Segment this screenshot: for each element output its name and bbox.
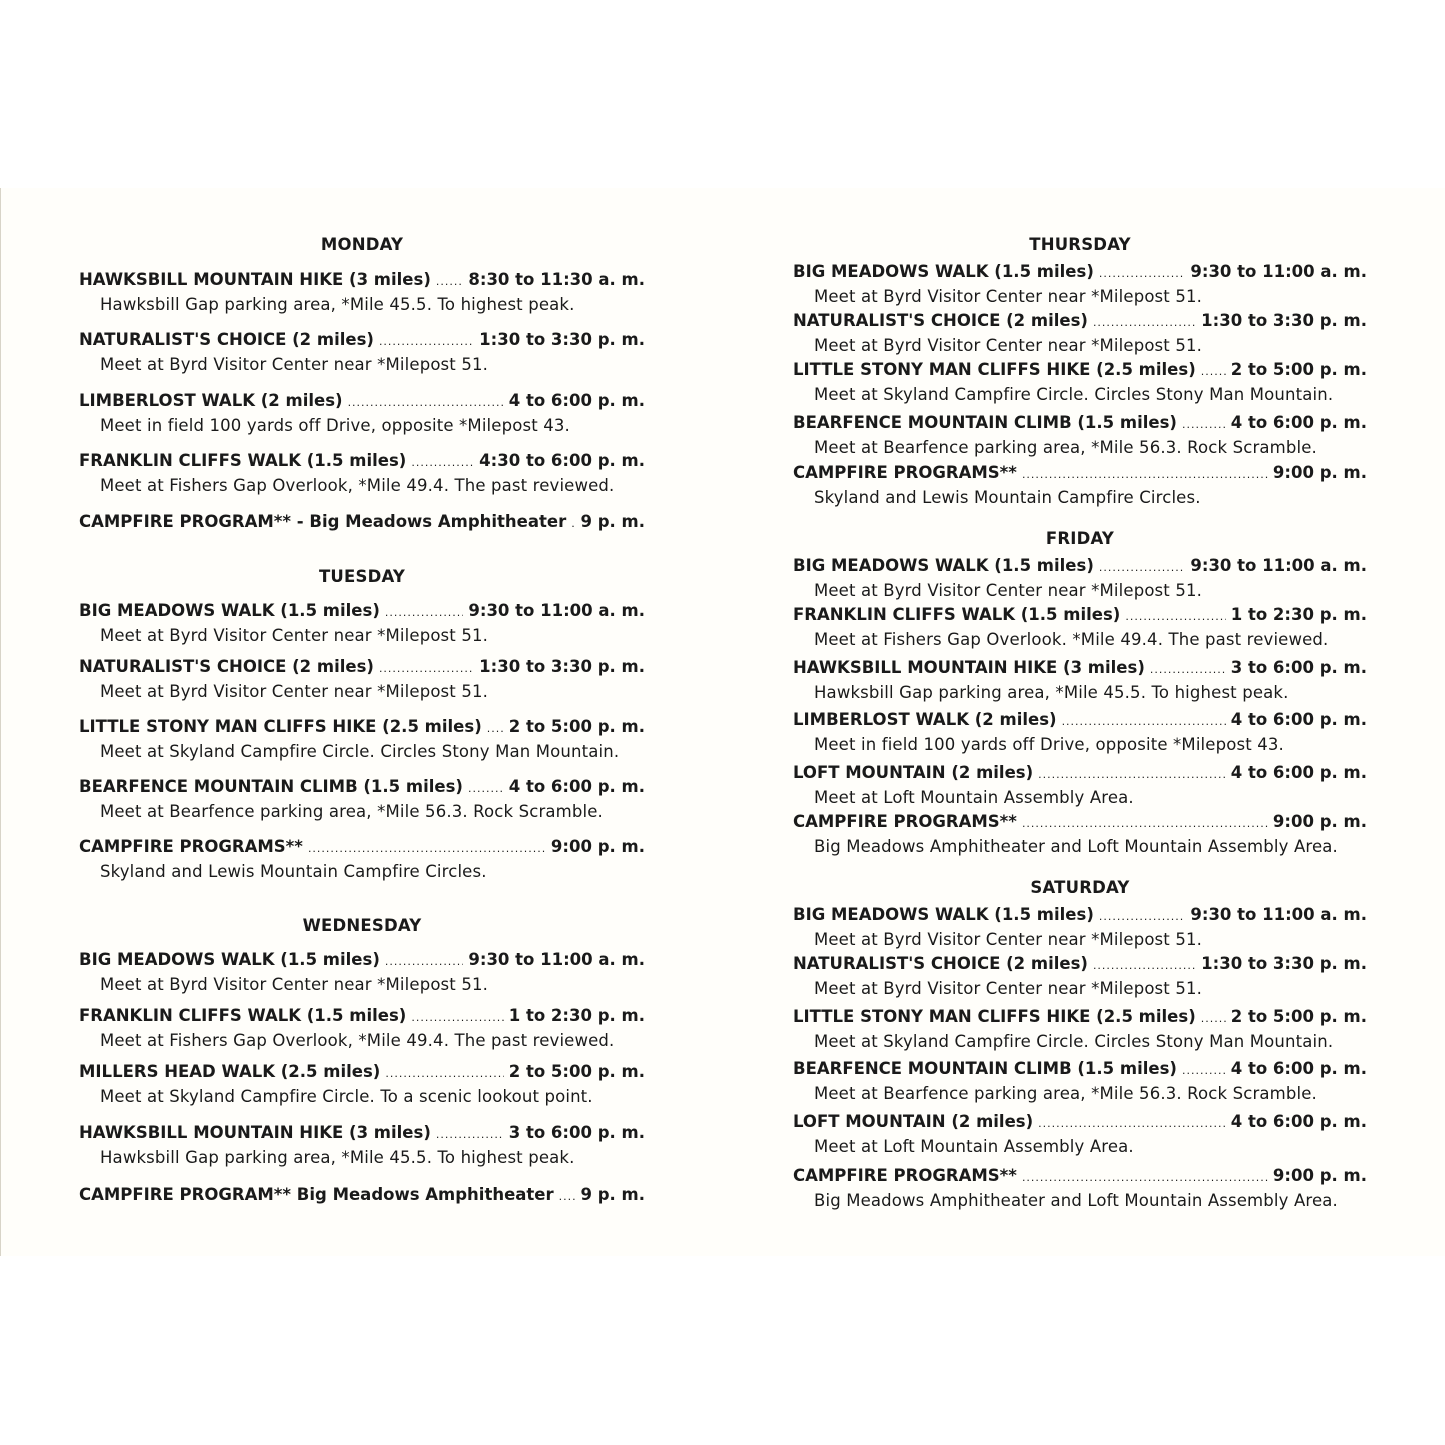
event-entry	[79, 600, 645, 647]
event-detail: Skyland and Lewis Mountain Campfire Circles.	[100, 862, 487, 881]
leader-dots	[1038, 764, 1226, 786]
leader-dots	[468, 778, 504, 800]
event-time: 9:30 to 11:00 a. m.	[1190, 905, 1367, 924]
leader-dots	[1099, 263, 1186, 285]
event-title: BEARFENCE MOUNTAIN CLIMB (1.5 miles)	[793, 1059, 1177, 1078]
event-title: CAMPFIRE PROGRAM** Big Meadows Amphitheater	[79, 1185, 554, 1204]
event-title: FRANKLIN CLIFFS WALK (1.5 miles)	[793, 605, 1121, 624]
event-detail: Meet at Byrd Visitor Center near *Milepost 51.	[814, 581, 1203, 600]
event-entry	[793, 811, 1367, 858]
event-detail: Meet at Byrd Visitor Center near *Milepost 51.	[100, 355, 489, 374]
day-heading-tuesday: TUESDAY	[318, 567, 406, 586]
event-time: 3 to 6:00 p. m.	[508, 1123, 645, 1142]
leader-dots	[379, 658, 474, 680]
event-detail: Meet at Skyland Campfire Circle. To a scenic lookout point.	[100, 1087, 593, 1106]
event-detail: Meet in field 100 yards off Drive, opposite *Milepost 43.	[100, 416, 570, 435]
event-title: MILLERS HEAD WALK (2.5 miles)	[79, 1062, 381, 1081]
event-time: 9:00 p. m.	[550, 837, 645, 856]
event-detail: Meet at Byrd Visitor Center near *Milepost 51.	[100, 682, 489, 701]
event-entry	[79, 656, 645, 703]
leader-dots	[436, 271, 464, 293]
event-entry	[793, 953, 1367, 1000]
day-heading-thursday: THURSDAY	[1029, 235, 1131, 254]
event-time: 9:30 to 11:00 a. m.	[468, 950, 645, 969]
event-time: 4 to 6:00 p. m.	[1230, 1059, 1367, 1078]
event-detail: Meet at Loft Mountain Assembly Area.	[814, 788, 1134, 807]
leader-dots	[436, 1124, 504, 1146]
leader-dots	[487, 718, 504, 740]
event-entry	[79, 450, 645, 497]
event-entry	[79, 329, 645, 376]
event-time: 9:30 to 11:00 a. m.	[468, 601, 645, 620]
event-title: BIG MEADOWS WALK (1.5 miles)	[793, 556, 1094, 575]
event-title: LIMBERLOST WALK (2 miles)	[79, 391, 343, 410]
event-title: CAMPFIRE PROGRAMS**	[793, 812, 1017, 831]
event-time: 4 to 6:00 p. m.	[508, 777, 645, 796]
event-time: 2 to 5:00 p. m.	[1230, 360, 1367, 379]
leader-dots	[1022, 464, 1268, 486]
leader-dots	[1099, 557, 1186, 579]
event-detail: Hawksbill Gap parking area, *Mile 45.5. To highest peak.	[814, 683, 1289, 702]
day-heading-monday: MONDAY	[320, 235, 404, 254]
event-time: 1:30 to 3:30 p. m.	[1201, 311, 1367, 330]
event-title: BEARFENCE MOUNTAIN CLIMB (1.5 miles)	[79, 777, 463, 796]
event-title: NATURALIST'S CHOICE (2 miles)	[793, 311, 1088, 330]
day-heading-wednesday: WEDNESDAY	[302, 916, 422, 935]
event-entry	[793, 555, 1367, 602]
event-time: 4 to 6:00 p. m.	[1230, 763, 1367, 782]
leader-dots	[559, 1186, 576, 1208]
leader-dots	[379, 331, 474, 353]
event-title: NATURALIST'S CHOICE (2 miles)	[79, 657, 374, 676]
event-time: 1:30 to 3:30 p. m.	[479, 330, 645, 349]
event-title: CAMPFIRE PROGRAMS**	[793, 1166, 1017, 1185]
event-title: NATURALIST'S CHOICE (2 miles)	[79, 330, 374, 349]
event-entry	[793, 462, 1367, 509]
event-title: LITTLE STONY MAN CLIFFS HIKE (2.5 miles)	[793, 1007, 1196, 1026]
event-title: NATURALIST'S CHOICE (2 miles)	[793, 954, 1088, 973]
event-detail: Meet at Skyland Campfire Circle. Circles Stony Man Mountain.	[814, 1032, 1334, 1051]
event-title: LITTLE STONY MAN CLIFFS HIKE (2.5 miles)	[79, 717, 482, 736]
event-title: BIG MEADOWS WALK (1.5 miles)	[793, 262, 1094, 281]
event-time: 2 to 5:00 p. m.	[508, 717, 645, 736]
leader-dots	[411, 452, 474, 474]
event-title: HAWKSBILL MOUNTAIN HIKE (3 miles)	[79, 1123, 431, 1142]
event-entry	[793, 657, 1367, 704]
event-time: 1:30 to 3:30 p. m.	[1201, 954, 1367, 973]
event-time: 1:30 to 3:30 p. m.	[479, 657, 645, 676]
event-detail: Meet at Byrd Visitor Center near *Milepost 51.	[814, 287, 1203, 306]
event-time: 9:30 to 11:00 a. m.	[1190, 556, 1367, 575]
event-detail: Meet at Skyland Campfire Circle. Circles Stony Man Mountain.	[100, 742, 620, 761]
event-detail: Big Meadows Amphitheater and Loft Mountain Assembly Area.	[814, 837, 1338, 856]
event-entry	[79, 1122, 645, 1169]
event-title: BIG MEADOWS WALK (1.5 miles)	[79, 950, 380, 969]
event-entry	[793, 310, 1367, 357]
event-time: 1 to 2:30 p. m.	[508, 1006, 645, 1025]
leader-dots	[411, 1007, 503, 1029]
event-entry	[79, 511, 645, 535]
event-entry	[793, 604, 1367, 651]
event-time: 9:00 p. m.	[1272, 1166, 1367, 1185]
event-entry	[793, 762, 1367, 809]
event-entry	[793, 709, 1367, 756]
event-time: 4 to 6:00 p. m.	[1230, 1112, 1367, 1131]
leader-dots	[385, 951, 464, 973]
event-detail: Meet at Byrd Visitor Center near *Milepost 51.	[814, 979, 1203, 998]
leader-dots	[1201, 1008, 1226, 1030]
event-entry	[793, 904, 1367, 951]
event-title: CAMPFIRE PROGRAMS**	[793, 463, 1017, 482]
event-time: 4 to 6:00 p. m.	[508, 391, 645, 410]
leader-dots	[1125, 606, 1225, 628]
event-entry	[79, 776, 645, 823]
event-detail: Meet at Bearfence parking area, *Mile 56.3. Rock Scramble.	[100, 802, 603, 821]
leader-dots	[308, 838, 546, 860]
leader-dots	[1093, 955, 1196, 977]
event-detail: Meet at Bearfence parking area, *Mile 56.3. Rock Scramble.	[814, 1084, 1317, 1103]
event-title: LOFT MOUNTAIN (2 miles)	[793, 763, 1034, 782]
leader-dots	[1022, 813, 1268, 835]
event-title: FRANKLIN CLIFFS WALK (1.5 miles)	[79, 1006, 407, 1025]
event-title: HAWKSBILL MOUNTAIN HIKE (3 miles)	[79, 270, 431, 289]
event-entry	[79, 716, 645, 763]
leader-dots	[385, 1063, 503, 1085]
event-title: CAMPFIRE PROGRAMS**	[79, 837, 303, 856]
event-entry	[79, 1184, 645, 1208]
event-time: 1 to 2:30 p. m.	[1230, 605, 1367, 624]
event-detail: Meet at Fishers Gap Overlook, *Mile 49.4. The past reviewed.	[100, 1031, 615, 1050]
event-entry	[79, 269, 645, 316]
event-title: FRANKLIN CLIFFS WALK (1.5 miles)	[79, 451, 407, 470]
event-detail: Meet at Bearfence parking area, *Mile 56.3. Rock Scramble.	[814, 438, 1317, 457]
leader-dots	[385, 602, 464, 624]
event-entry	[793, 1058, 1367, 1105]
event-entry	[793, 1006, 1367, 1053]
event-time: 8:30 to 11:30 a. m.	[468, 270, 645, 289]
event-entry	[79, 836, 645, 883]
event-detail: Meet at Fishers Gap Overlook. *Mile 49.4. The past reviewed.	[814, 630, 1329, 649]
event-detail: Meet at Byrd Visitor Center near *Milepost 51.	[814, 930, 1203, 949]
event-entry	[793, 1111, 1367, 1158]
event-entry	[79, 390, 645, 437]
event-title: LOFT MOUNTAIN (2 miles)	[793, 1112, 1034, 1131]
event-detail: Meet at Fishers Gap Overlook, *Mile 49.4. The past reviewed.	[100, 476, 615, 495]
event-detail: Skyland and Lewis Mountain Campfire Circles.	[814, 488, 1201, 507]
day-heading-friday: FRIDAY	[1045, 529, 1115, 548]
schedule-sheet	[0, 188, 1445, 1256]
event-detail: Meet at Byrd Visitor Center near *Milepost 51.	[814, 336, 1203, 355]
event-title: BIG MEADOWS WALK (1.5 miles)	[79, 601, 380, 620]
event-detail: Meet at Skyland Campfire Circle. Circles Stony Man Mountain.	[814, 385, 1334, 404]
event-time: 4:30 to 6:00 p. m.	[479, 451, 645, 470]
leader-dots	[348, 392, 504, 414]
right-column	[793, 188, 1367, 1256]
event-title: HAWKSBILL MOUNTAIN HIKE (3 miles)	[793, 658, 1145, 677]
event-time: 4 to 6:00 p. m.	[1230, 413, 1367, 432]
event-detail: Meet in field 100 yards off Drive, opposite *Milepost 43.	[814, 735, 1284, 754]
event-title: CAMPFIRE PROGRAM** - Big Meadows Amphitheater	[79, 512, 567, 531]
event-title: LIMBERLOST WALK (2 miles)	[793, 710, 1057, 729]
event-time: 9:00 p. m.	[1272, 812, 1367, 831]
event-time: 2 to 5:00 p. m.	[508, 1062, 645, 1081]
event-time: 9 p. m.	[580, 512, 645, 531]
event-detail: Hawksbill Gap parking area, *Mile 45.5. To highest peak.	[100, 295, 575, 314]
event-entry	[793, 1165, 1367, 1212]
leader-dots	[1093, 312, 1196, 334]
leader-dots	[1038, 1113, 1226, 1135]
event-time: 9 p. m.	[580, 1185, 645, 1204]
event-detail: Hawksbill Gap parking area, *Mile 45.5. To highest peak.	[100, 1148, 575, 1167]
event-time: 4 to 6:00 p. m.	[1230, 710, 1367, 729]
event-time: 2 to 5:00 p. m.	[1230, 1007, 1367, 1026]
event-detail: Meet at Loft Mountain Assembly Area.	[814, 1137, 1134, 1156]
event-detail: Big Meadows Amphitheater and Loft Mountain Assembly Area.	[814, 1191, 1338, 1210]
event-entry	[793, 261, 1367, 308]
day-heading-saturday: SATURDAY	[1030, 878, 1130, 897]
event-entry	[79, 1005, 645, 1052]
left-column	[79, 188, 645, 1256]
event-title: LITTLE STONY MAN CLIFFS HIKE (2.5 miles)	[793, 360, 1196, 379]
event-time: 3 to 6:00 p. m.	[1230, 658, 1367, 677]
leader-dots	[1182, 414, 1226, 436]
event-entry	[793, 412, 1367, 459]
event-time: 9:00 p. m.	[1272, 463, 1367, 482]
event-time: 9:30 to 11:00 a. m.	[1190, 262, 1367, 281]
leader-dots	[1062, 711, 1226, 733]
leader-dots	[571, 513, 575, 535]
leader-dots	[1099, 906, 1186, 928]
leader-dots	[1150, 659, 1226, 681]
event-detail: Meet at Byrd Visitor Center near *Milepost 51.	[100, 626, 489, 645]
leader-dots	[1182, 1060, 1226, 1082]
event-detail: Meet at Byrd Visitor Center near *Milepost 51.	[100, 975, 489, 994]
leader-dots	[1022, 1167, 1268, 1189]
event-title: BIG MEADOWS WALK (1.5 miles)	[793, 905, 1094, 924]
event-entry	[793, 359, 1367, 406]
leader-dots	[1201, 361, 1226, 383]
event-entry	[79, 1061, 645, 1108]
event-title: BEARFENCE MOUNTAIN CLIMB (1.5 miles)	[793, 413, 1177, 432]
event-entry	[79, 949, 645, 996]
